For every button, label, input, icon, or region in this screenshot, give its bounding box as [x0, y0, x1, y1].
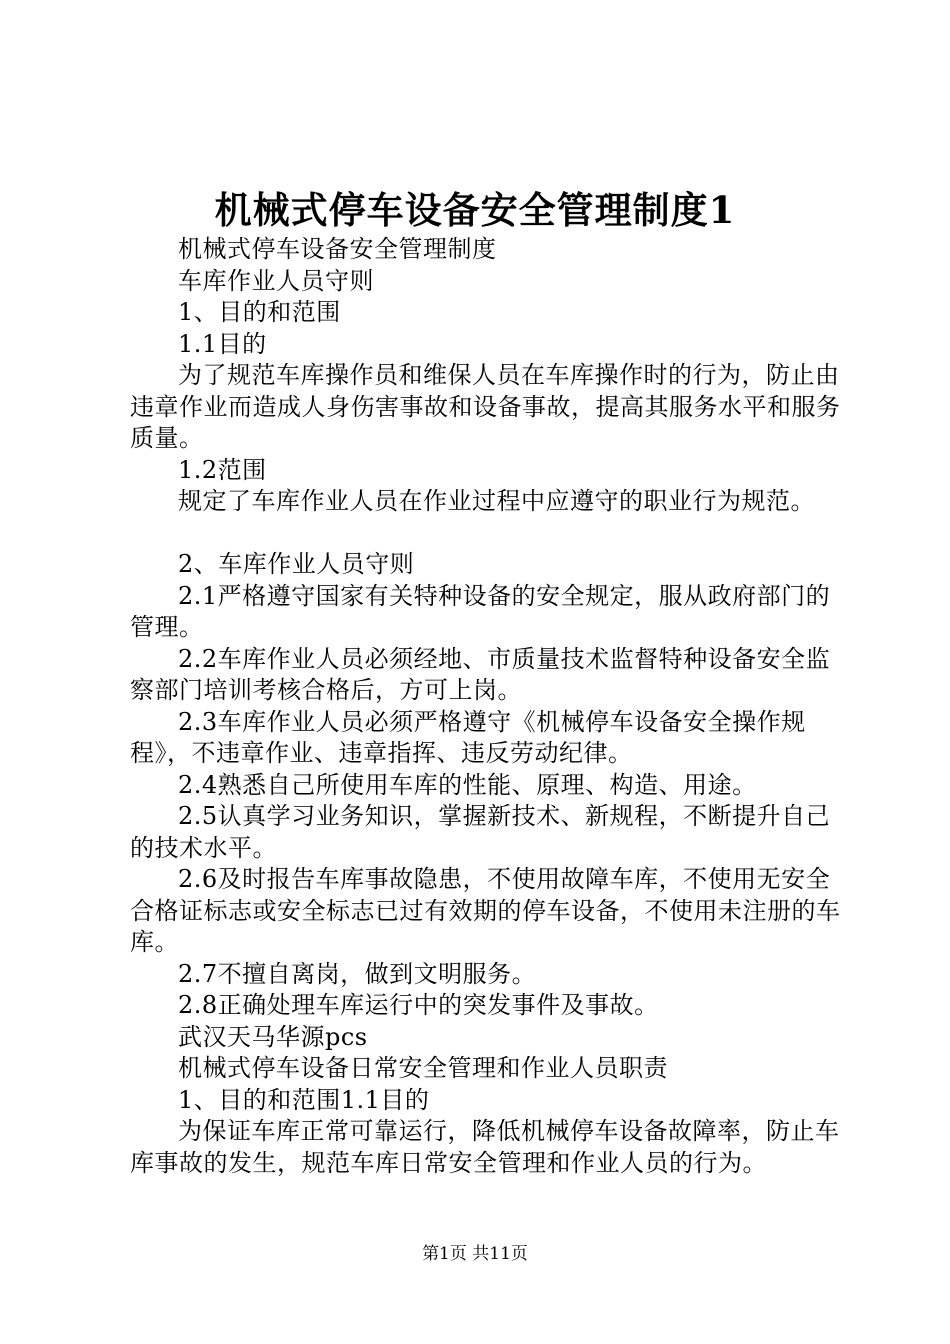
paragraph: 2.3车库作业人员必须严格遵守《机械停车设备安全操作规程》，不违章作业、违章指挥、违反劳动纪律。 [130, 707, 806, 767]
paragraph: 2.1严格遵守国家有关特种设备的安全规定，服从政府部门的管理。 [130, 581, 831, 641]
paragraph: 机械式停车设备日常安全管理和作业人员职责 [178, 1054, 668, 1082]
paragraph: 规定了车库作业人员在作业过程中应遵守的职业行为规范。 [178, 487, 815, 515]
paragraph: 1.2范围 [178, 455, 267, 484]
paragraph: 为保证车库正常可靠运行，降低机械停车设备故障率，防止车库事故的发生，规范车库日常安全管理和作业人员的行为。 [130, 1117, 840, 1177]
page-footer: 第1页 共11页 [422, 1244, 528, 1264]
paragraph: 1、目的和范围 [178, 298, 341, 326]
document-body [130, 234, 850, 1179]
paragraph: 1、目的和范围1.1目的 [178, 1085, 430, 1114]
paragraph: 机械式停车设备安全管理制度 [178, 235, 497, 263]
paragraph: 2.2车库作业人员必须经地、市质量技术监督特种设备安全监察部门培训考核合格后，方可上岗。 [130, 644, 831, 704]
paragraph: 2、车库作业人员守则 [178, 550, 415, 578]
blank-line [130, 518, 850, 550]
paragraph: 2.7不擅自离岗，做到文明服务。 [178, 959, 537, 988]
paragraph: 武汉天马华源pcs [178, 1022, 368, 1051]
paragraph: 2.5认真学习业务知识，掌握新技术、新规程，不断提升自己的技术水平。 [130, 802, 831, 862]
paragraph: 2.4熟悉自己所使用车库的性能、原理、构造、用途。 [178, 770, 757, 799]
paragraph: 车库作业人员守则 [178, 266, 374, 295]
paragraph: 2.8正确处理车库运行中的突发事件及事故。 [178, 991, 659, 1019]
paragraph: 为了规范车库操作员和维保人员在车库操作时的行为，防止由违章作业而造成人身伤害事故和设备事故，提高其服务水平和服务质量。 [130, 361, 841, 452]
document-title: 机械式停车设备安全管理制度1 [214, 188, 736, 232]
paragraph: 1.1目的 [178, 329, 267, 358]
paragraph: 2.6及时报告车库事故隐患，不使用故障车库，不使用无安全合格证标志或安全标志已过有效期的停车设备，不使用未注册的车库。 [130, 865, 841, 956]
